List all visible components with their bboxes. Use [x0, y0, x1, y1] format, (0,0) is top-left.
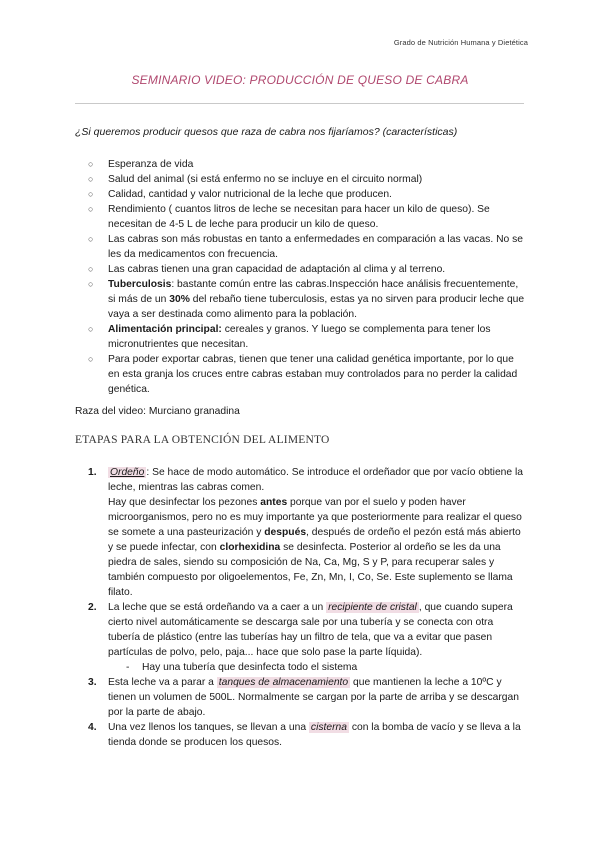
circle-bullet-icon: ○	[88, 279, 94, 289]
list-item: ○ Para poder exportar cabras, tienen que tener una calidad genética importante, por lo que en esta granja los cruces entre cabras estaban muy controlados para no perder la calidad genética.	[88, 354, 518, 395]
highlight-term: tanques de almacenamiento	[218, 677, 349, 688]
circle-bullet-icon: ○	[88, 324, 94, 334]
circle-bullet-icon: ○	[88, 204, 94, 214]
title-divider	[75, 103, 524, 104]
list-item: ○ Tuberculosis: bastante común entre las cabras.Inspección hace análisis frecuentemente, si más de un 30% del rebaño tiene tuberculosis, estas ya no sirven para producir leche que vaya a ser destinada como alimento para la población.	[88, 279, 525, 320]
highlight-term: cisterna	[310, 722, 347, 733]
list-item: ○ Esperanza de vida	[88, 159, 194, 170]
breed-line: Raza del video: Murciano granadina	[75, 406, 240, 417]
circle-bullet-icon: ○	[88, 234, 94, 244]
step-ordeno: 1. Ordeño : Se hace de modo automático. Se introduce el ordeñador que por vacío obtiene la leche, mientras las cabras comen. Hay que desinfectar los pezones antes porque van por el suelo y poden haver microorganismos, pero no es muy importante ya que posteriormente para realizar el queso se somete a una pasteurización y después, después de ordeño el pezón está más abierto y se puede infectar, con clorhexidina se desinfecta. Posterior al ordeño se les da una piedra de sales, siendo su composición de Na, Ca, Mg, S y P, para recuperar sales y también compuesto por oligoelementos, Fe, Zn, Mn, I, Co, Se. Este suplemento se llama filato.	[88, 467, 524, 598]
list-item: ○ Las cabras son más robustas en tanto a enfermedades en comparación a las vacas. No se les da medicamentos con frecuencia.	[88, 234, 523, 260]
question-text: ¿Si queremos producir quesos que raza de cabra nos fijaríamos? (características)	[75, 126, 458, 138]
circle-bullet-icon: ○	[88, 159, 94, 169]
stages-list	[88, 465, 528, 750]
highlight-term: Ordeño	[110, 467, 145, 478]
circle-bullet-icon: ○	[88, 189, 94, 199]
characteristics-list	[88, 157, 528, 397]
tuberculosis-label: Tuberculosis	[108, 279, 172, 290]
step-recipiente: 2. La leche que se está ordeñando va a caer a un recipiente de cristal , que cuando supera cierto nivel automáticamente se descarga sale por una tubería y se conecta con otra tubería de plástico (entre las tuberías hay un filtro de tela, que va a evitar que pasen partículas de polvo, pelo, paja... hace que solo pase la parte líquida).	[88, 602, 513, 658]
circle-bullet-icon: ○	[88, 354, 94, 364]
page-title: SEMINARIO VIDEO: PRODUCCIÓN DE QUESO DE CABRA	[131, 73, 469, 87]
circle-bullet-icon: ○	[88, 264, 94, 274]
sub-item: - Hay una tubería que desinfecta todo el sistema	[126, 662, 358, 673]
list-item: ○ Las cabras tienen una gran capacidad de adaptación al clima y al terreno.	[88, 264, 446, 275]
list-item: ○ Calidad, cantidad y valor nutricional de la leche que producen.	[88, 189, 392, 200]
highlight-term: recipiente de cristal	[328, 602, 417, 613]
course-header: Grado de Nutrición Humana y Dietética	[393, 38, 528, 47]
circle-bullet-icon: ○	[88, 174, 94, 184]
list-item: ○ Salud del animal (si está enfermo no se incluye en el circuito normal)	[88, 174, 423, 185]
section-heading: ETAPAS PARA LA OBTENCIÓN DEL ALIMENTO	[75, 434, 330, 446]
list-item: ○ Alimentación principal: cereales y granos. Y luego se complementa para tener los micronutrientes que necesitan.	[88, 324, 491, 350]
step-cisterna: 4. Una vez llenos los tanques, se llevan a una cisterna con la bomba de vacío y se lleva a la tienda donde se producen los quesos.	[88, 722, 521, 748]
alimentacion-label: Alimentación principal:	[108, 324, 222, 335]
list-item: ○ Rendimiento ( cuantos litros de leche se necesitan para hacer un kilo de queso). Se necesitan de 4-5 L de leche para producir un kilo de queso.	[88, 204, 490, 230]
step-tanques: 3. Esta leche va a parar a tanques de almacenamiento que mantienen la leche a 10ºC y tienen un volumen de 500L. Normalmente se cargan por la parte de arriba y se descargan por la parte de abajo.	[88, 677, 519, 718]
